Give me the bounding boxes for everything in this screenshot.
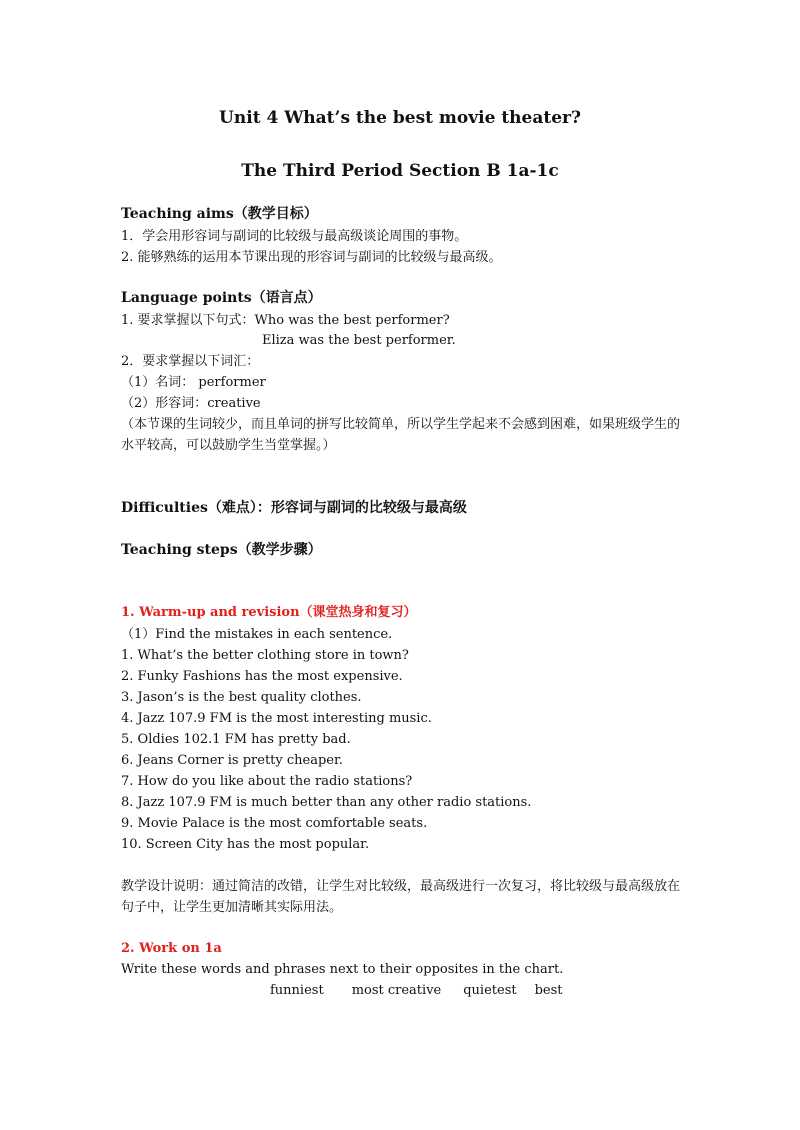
aim-item: 2. 能够熟练的运用本节课出现的形容词与副词的比较级与最高级。: [121, 250, 502, 265]
sentence-item: 10. Screen City has the most popular.: [121, 837, 370, 852]
sentence-item: 6. Jeans Corner is pretty cheaper.: [121, 753, 343, 768]
design-note: 教学设计说明：通过简洁的改错，让学生对比较级，最高级进行一次复习，将比较级与最高级放在句子中，让学生更加清晰其实际用法。: [121, 879, 681, 915]
sentence-item: 5. Oldies 102.1 FM has pretty bad.: [121, 732, 351, 747]
sentence-item: 8. Jazz 107.9 FM is much better than any other radio stations.: [121, 795, 532, 810]
word-bank-item: quietest: [463, 983, 517, 998]
step2-instruction: Write these words and phrases next to their opposites in the chart.: [121, 962, 564, 977]
step2-heading: 2. Work on 1a: [121, 941, 222, 956]
word-bank-item: best: [534, 983, 563, 998]
step1-heading: 1. Warm-up and revision（课堂热身和复习）: [121, 605, 417, 620]
teaching-steps-heading: Teaching steps（教学步骤）: [121, 542, 322, 558]
lang-line: Eliza was the best performer.: [262, 333, 456, 348]
lang-line: 2．要求掌握以下词汇：: [121, 354, 260, 369]
document-title: Unit 4 What’s the best movie theater?: [219, 108, 581, 128]
aim-item: 1．学会用形容词与副词的比较级与最高级谈论周围的事物。: [121, 229, 468, 244]
sentence-item: 1. What’s the better clothing store in town?: [121, 648, 409, 663]
difficulties-heading: Difficulties（难点）：形容词与副词的比较级与最高级: [121, 500, 467, 516]
document-subtitle: The Third Period Section B 1a-1c: [241, 161, 559, 181]
sentence-item: 7. How do you like about the radio stations?: [121, 774, 413, 789]
word-bank: [270, 982, 563, 1000]
sentence-item: 4. Jazz 107.9 FM is the most interesting music.: [121, 711, 432, 726]
lang-line: （2）形容词：creative: [121, 396, 261, 411]
sentence-item: 9. Movie Palace is the most comfortable seats.: [121, 816, 428, 831]
lang-line: （1）名词： performer: [121, 375, 266, 390]
lang-note: （本节课的生词较少，而且单词的拼写比较简单，所以学生学起来不会感到困难，如果班级学生的水平较高，可以鼓励学生当堂掌握。）: [121, 417, 681, 453]
language-points-heading: Language points（语言点）: [121, 290, 322, 306]
lang-line: 1. 要求掌握以下句式：Who was the best performer?: [121, 313, 450, 328]
step1-intro: （1）Find the mistakes in each sentence.: [121, 627, 393, 642]
word-bank-item: most creative: [351, 983, 442, 998]
teaching-aims-heading: Teaching aims（教学目标）: [121, 206, 318, 222]
sentence-item: 3. Jason’s is the best quality clothes.: [121, 690, 362, 705]
word-bank-item: funniest: [270, 983, 324, 998]
sentence-item: 2. Funky Fashions has the most expensive.: [121, 669, 403, 684]
